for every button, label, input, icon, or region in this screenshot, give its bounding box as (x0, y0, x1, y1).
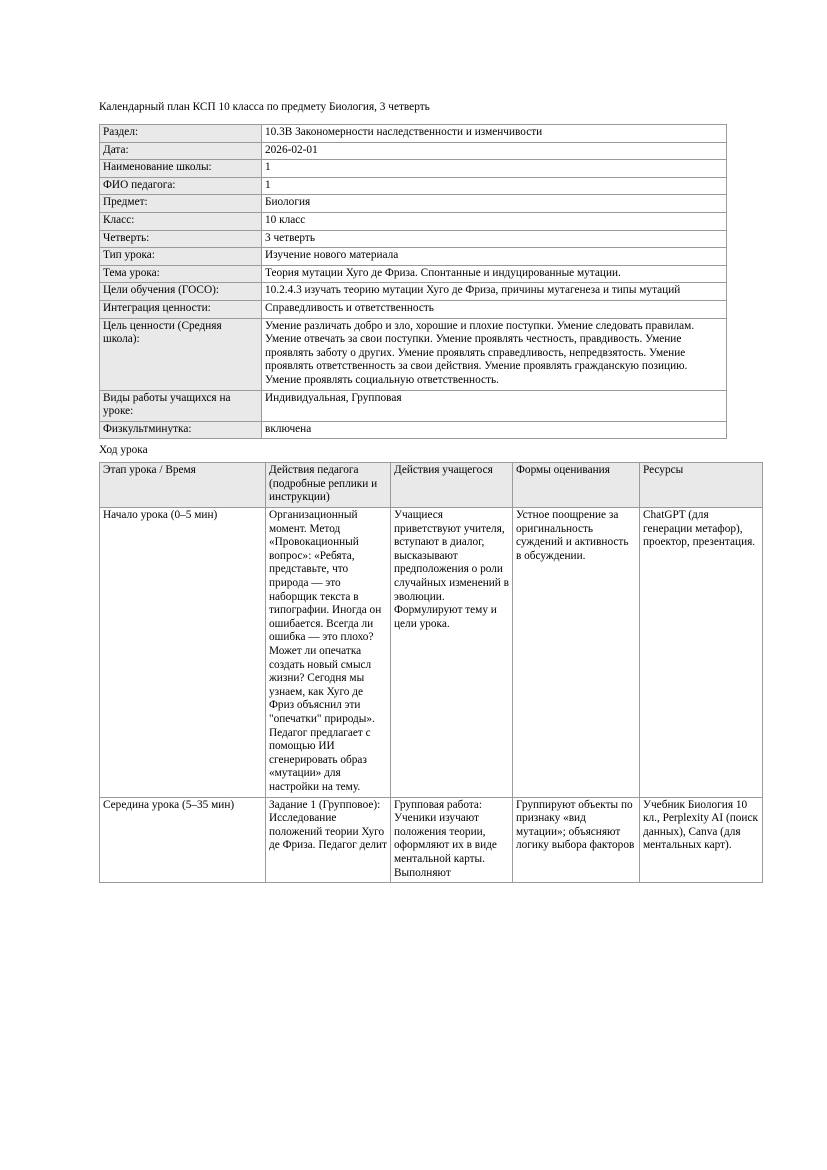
table-row (100, 195, 727, 213)
cell-assessment: Устное поощрение за оригинальность суждений и активность в обсуждении. (513, 508, 640, 797)
cell-teacher-actions: Задание 1 (Групповое): Исследование положений теории Хуго де Фриза. Педагог делит (266, 797, 391, 883)
info-label: Наименование школы: (100, 160, 262, 178)
info-value: включена (262, 421, 727, 439)
info-value: Умение различать добро и зло, хорошие и плохие поступки. Умение следовать правилам. Умение отвечать за свои поступки. Умение проявлять честность, правдивость. Умение проявлять заботу о других. Умение проявлять справедливость, непредвзятость. Умение проявлять ответственность за свои действия. Умение проявлять гражданскую позицию. Умение проявлять социальную ответственность. (262, 318, 727, 390)
cell-resources: ChatGPT (для генерации метафор), проектор, презентация. (640, 508, 763, 797)
info-value: 3 четверть (262, 230, 727, 248)
info-value: Справедливость и ответственность (262, 300, 727, 318)
info-label: Тип урока: (100, 248, 262, 266)
table-row (100, 160, 727, 178)
cell-resources: Учебник Биология 10 кл., Perplexity AI (поиск данных), Canva (для ментальных карт). (640, 797, 763, 883)
table-row (100, 390, 727, 421)
cell-stage: Начало урока (0–5 мин) (100, 508, 266, 797)
info-value: 2026-02-01 (262, 142, 727, 160)
info-label: Раздел: (100, 125, 262, 143)
info-label: Физкультминутка: (100, 421, 262, 439)
lesson-info-table (99, 124, 727, 439)
info-label: Дата: (100, 142, 262, 160)
info-value: Теория мутации Хуго де Фриза. Спонтанные и индуцированные мутации. (262, 265, 727, 283)
table-row (100, 142, 727, 160)
document-content (99, 100, 758, 883)
column-header-assessment: Формы оценивания (513, 463, 640, 508)
info-label: Тема урока: (100, 265, 262, 283)
table-row (100, 421, 727, 439)
cell-assessment: Группируют объекты по признаку «вид мутации»; объясняют логику выбора факторов (513, 797, 640, 883)
column-header-resources: Ресурсы (640, 463, 763, 508)
table-row (100, 318, 727, 390)
info-label: Интеграция ценности: (100, 300, 262, 318)
cell-teacher-actions: Организационный момент. Метод «Провокационный вопрос»: «Ребята, представьте, что природа — это наборщик текста в типографии. Иногда он ошибается. Всегда ли ошибка — это плохо? Может ли опечатка создать новый смысл жизни? Сегодня мы узнаем, как Хуго де Фриз объяснил эти "опечатки" природы». Педагог предлагает с помощью ИИ сгенерировать образ «мутации» для настройки на тему. (266, 508, 391, 797)
table-row (100, 230, 727, 248)
info-value: 1 (262, 160, 727, 178)
table-row (100, 248, 727, 266)
lesson-flow-heading: Ход урока (99, 444, 148, 457)
table-row (100, 265, 727, 283)
info-label: Цель ценности (Средняя школа): (100, 318, 262, 390)
table-row (100, 125, 727, 143)
column-header-student-actions: Действия учащегося (391, 463, 513, 508)
column-header-stage: Этап урока / Время (100, 463, 266, 508)
info-label: Цели обучения (ГОСО): (100, 283, 262, 301)
info-value: 1 (262, 177, 727, 195)
info-value: 10.3В Закономерности наследственности и изменчивости (262, 125, 727, 143)
info-value: Изучение нового материала (262, 248, 727, 266)
table-row (100, 212, 727, 230)
info-label: Предмет: (100, 195, 262, 213)
info-label: Четверть: (100, 230, 262, 248)
info-value: 10 класс (262, 212, 727, 230)
page-title: Календарный план КСП 10 класса по предмету Биология, 3 четверть (99, 101, 430, 113)
lesson-plan-table (99, 462, 763, 883)
cell-stage: Середина урока (5–35 мин) (100, 797, 266, 883)
info-label: ФИО педагога: (100, 177, 262, 195)
info-label: Виды работы учащихся на уроке: (100, 390, 262, 421)
table-row (100, 283, 727, 301)
table-header-row (100, 463, 763, 508)
table-row (100, 300, 727, 318)
info-value: Индивидуальная, Групповая (262, 390, 727, 421)
cell-student-actions: Учащиеся приветствуют учителя, вступают в диалог, высказывают предположения о роли случайных изменений в эволюции. Формулируют тему и цели урока. (391, 508, 513, 797)
table-row (100, 508, 763, 797)
table-row (100, 797, 763, 883)
cell-student-actions: Групповая работа: Ученики изучают положения теории, оформляют их в виде ментальной карты. Выполняют (391, 797, 513, 883)
table-row (100, 177, 727, 195)
info-value: 10.2.4.3 изучать теорию мутации Хуго де Фриза, причины мутагенеза и типы мутаций (262, 283, 727, 301)
info-label: Класс: (100, 212, 262, 230)
info-value: Биология (262, 195, 727, 213)
column-header-teacher-actions: Действия педагога (подробные реплики и инструкции) (266, 463, 391, 508)
